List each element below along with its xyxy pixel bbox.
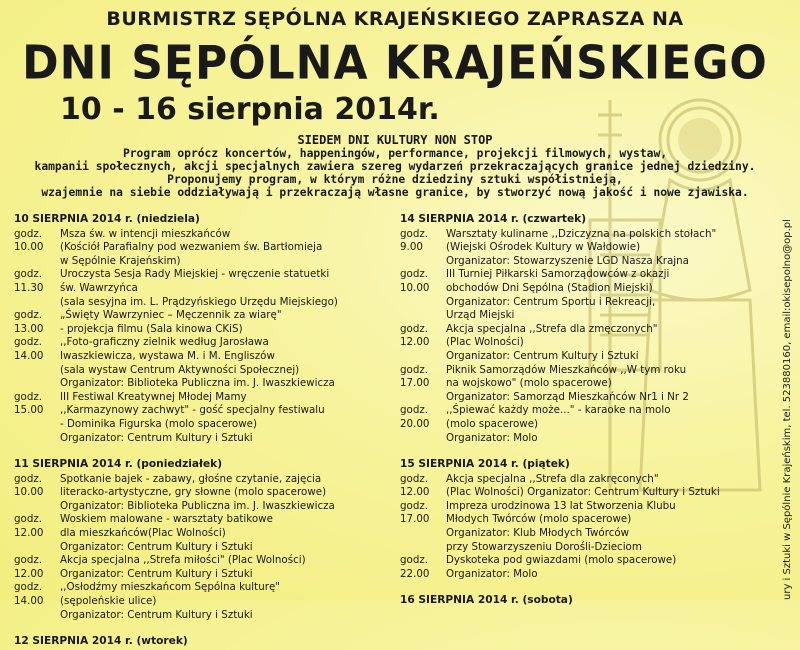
day-block <box>14 213 394 445</box>
event-line: Organizator: Biblioteka Publiczna im. J. Iwaszkiewicza <box>60 377 335 390</box>
event-line: ,,Śpiewać każdy może..." - karaoke na molo <box>446 404 671 417</box>
header-title: DNI SĘPÓLNA KRAJEŃSKIEGO <box>22 36 768 91</box>
event-description <box>446 228 770 269</box>
event-line: - Dominika Figurska (molo spacerowe) <box>60 417 257 430</box>
event-line: III Turniej Piłkarski Samorządowców z okazji <box>446 268 670 281</box>
event-time: godz. 10.00 <box>14 472 44 499</box>
event-line: Woskiem malowane - warsztaty batikowe <box>60 513 273 526</box>
event-item <box>14 554 394 581</box>
event-line: - projekcja filmu (Sala kinowa CKiS) <box>60 322 243 335</box>
event-line: Organizator: Molo <box>446 567 538 580</box>
event-line: Organizator: Molo <box>446 431 538 444</box>
event-item <box>400 364 770 405</box>
event-description <box>60 336 394 390</box>
day-spacer <box>14 622 394 635</box>
event-line: Akcja specjalna ,,Strefa miłości" (Plac Wolności) <box>60 554 306 567</box>
event-item <box>14 581 394 622</box>
day-title: 12 SIERPNIA 2014 r. (wtorek) <box>14 635 188 648</box>
event-item <box>14 473 394 514</box>
event-line: Iwaszkiewicza, wystawa M. i M. Engliszów <box>60 349 275 362</box>
day-block <box>14 458 394 622</box>
header-invitation: BURMISTRZ SĘPÓLNA KRAJEŃSKIEGO ZAPRASZA NA <box>106 8 684 30</box>
event-line: Piknik Samorządów Mieszkańców ,,W tym roku <box>446 363 687 376</box>
event-line: Msza św. w intencji mieszkańców <box>60 227 231 240</box>
event-line: (molo spacerowe) <box>446 417 539 430</box>
event-line: Urząd Miejski <box>446 309 515 322</box>
event-item <box>400 268 770 322</box>
day-title: 14 SIERPNIA 2014 r. (czwartek) <box>400 213 587 225</box>
event-item <box>14 336 394 390</box>
event-line: (sala sesyjna im. L. Prądzyńskiego Urzędu Miejskiego) <box>60 295 338 308</box>
event-time: godz. 12.00 <box>14 513 44 540</box>
event-time: godz. 11.30 <box>14 268 44 294</box>
event-item <box>400 404 770 445</box>
event-item <box>14 391 394 445</box>
event-line: na wojskowo" (molo spacerowe) <box>446 377 612 390</box>
event-time: godz. 12.00 <box>400 472 430 499</box>
event-item <box>400 323 770 364</box>
event-time: godz. 14.00 <box>14 336 44 362</box>
day-block <box>14 635 394 649</box>
intro-line: Program oprócz koncertów, happeningów, performance, projekcji filmowych, wystaw, <box>122 147 668 160</box>
event-description <box>60 513 394 554</box>
event-description <box>446 554 770 581</box>
event-line: Akcja specjalna ,,Strefa dla zakręconych" <box>446 472 659 485</box>
day-block <box>400 213 770 445</box>
program-right-column <box>400 213 770 609</box>
event-line: Akcja specjalna ,,Strefa dla zmęczonych" <box>446 322 658 335</box>
intro-headline: SIEDEM DNI KULTURY NON STOP <box>297 133 493 147</box>
event-line: (Plac Wolności) Organizator: Centrum Kultury i Sztuki <box>446 486 720 499</box>
event-line: ,,Foto-graficzny zielnik według Jarosława <box>60 336 269 349</box>
event-description <box>446 473 770 500</box>
event-time: godz. 14.00 <box>14 581 44 608</box>
event-time: godz. 17.00 <box>400 363 430 390</box>
event-description <box>446 268 770 322</box>
day-block <box>400 594 770 608</box>
event-line: ,,Karmazynowy zachwyt" - gość specjalny festiwalu <box>60 404 325 417</box>
day-title: 15 SIERPNIA 2014 r. (piątek) <box>400 458 570 471</box>
event-line: św. Wawrzyńca <box>60 281 138 294</box>
event-item <box>14 228 394 269</box>
event-item <box>14 513 394 554</box>
event-line: (Wiejski Ośrodek Kultury w Wałdowie) <box>446 241 641 254</box>
event-item <box>400 500 770 554</box>
event-item <box>400 228 770 269</box>
program-left-column <box>14 213 394 650</box>
event-line: Organizator: Samorząd Mieszkańców Nr1 i Nr 2 <box>446 390 689 403</box>
event-time: godz. 9.00 <box>400 227 429 254</box>
event-line: Organizator: Centrum Kultury i Sztuki <box>60 567 253 580</box>
event-description <box>446 364 770 405</box>
side-contact-strip <box>777 0 799 600</box>
day-block <box>400 458 770 581</box>
event-line: Organizator: Klub Młodych Twórców <box>446 527 630 540</box>
day-title: 10 SIERPNIA 2014 r. (niedziela) <box>14 213 200 225</box>
event-line: Młodych Twórców (molo spacerowe) <box>446 513 632 526</box>
event-description <box>60 554 394 581</box>
event-description <box>446 404 770 445</box>
event-line: „Święty Wawrzyniec – Męczennik za wiarę" <box>60 309 282 322</box>
event-line: przy Stowarzyszeniu Dorośli-Dzieciom <box>446 540 642 553</box>
event-time: godz. 13.00 <box>14 309 44 335</box>
event-line: Organizator: Centrum Kultury i Sztuki <box>60 540 253 553</box>
event-line: (sala wystaw Centrum Aktywności Społecznej) <box>60 363 300 376</box>
event-description <box>60 473 394 514</box>
event-description <box>60 228 394 269</box>
event-time: godz. 17.00 <box>400 499 430 526</box>
event-description <box>60 581 394 622</box>
day-spacer <box>14 445 394 458</box>
event-line: (Kościół Parafialny pod wezwaniem św. Bartłomieja <box>60 241 323 254</box>
event-line: Spotkanie bajek - zabawy, głośne czytanie, zajęcia <box>60 472 322 485</box>
intro-block <box>0 134 790 199</box>
event-line: Organizator: Biblioteka Publiczna im. J. Iwaszkiewicza <box>60 499 335 512</box>
event-description <box>446 500 770 554</box>
event-item <box>14 309 394 336</box>
event-line: ,,Osłodźmy mieszkańcom Sępólna kulturę" <box>60 581 281 594</box>
event-time: godz. 20.00 <box>400 404 430 430</box>
event-item <box>400 473 770 500</box>
intro-line: Proponujemy program, w którym różne dziedziny sztuki współistnieją, <box>167 173 623 186</box>
event-line: literacko-artystyczne, gry słowne (molo spacerowe) <box>60 486 327 499</box>
day-title: 16 SIERPNIA 2014 r. (sobota) <box>400 594 573 607</box>
intro-line: wzajemnie na siebie oddziaływają i przekraczają własne granice, by stworzyć nową jakość i nowe zjawiska. <box>41 186 749 199</box>
header-date: 10 - 16 sierpnia 2014r. <box>60 92 440 127</box>
event-time: godz. 22.00 <box>400 554 430 580</box>
event-line: obchodów Dni Sępólna (Stadion Miejski) <box>446 281 653 294</box>
side-contact-text: ury i Sztuki w Sępólnie Krajeńskim, tel. 523880160, email:okisepolno@op.pl <box>782 219 793 600</box>
event-time: godz. 12.00 <box>14 554 44 580</box>
event-line: Dyskoteka pod gwiazdami (molo spacerowe) <box>446 554 677 567</box>
event-description <box>60 268 394 309</box>
event-line: w Sępólnie Krajeńskim) <box>60 254 181 267</box>
event-time: godz. 15.00 <box>14 390 44 417</box>
intro-line: kampanii społecznych, akcji specjalnych zawiera szereg wydarzeń przekraczających granice jednej dziedziny. <box>34 160 756 173</box>
day-spacer <box>400 445 770 458</box>
day-title: 11 SIERPNIA 2014 r. (poniedziałek) <box>14 458 223 471</box>
event-line: III Festiwal Kreatywnej Młodej Mamy <box>60 390 247 403</box>
event-description <box>60 391 394 445</box>
event-line: Organizator: Stowarzyszenie LGD Nasza Krajna <box>446 254 689 267</box>
event-time: godz. 12.00 <box>400 322 430 349</box>
event-line: Uroczysta Sesja Rady Miejskiej - wręczenie statuetki <box>60 268 330 281</box>
event-line: Organizator: Centrum Sportu i Rekreacji, <box>446 295 656 308</box>
event-line: Warsztaty kulinarne ,,Dziczyzna na polskich stołach" <box>446 227 717 240</box>
event-line: dla mieszkańców(Plac Wolności) <box>60 527 226 540</box>
event-description <box>60 309 394 336</box>
day-spacer <box>400 581 770 594</box>
event-item <box>400 554 770 581</box>
event-line: Organizator: Centrum Kultury i Sztuki <box>446 349 639 362</box>
event-item <box>14 268 394 309</box>
event-time: godz. 10.00 <box>400 268 430 294</box>
event-line: Organizator: Centrum Kultury i Sztuki <box>60 431 253 444</box>
event-line: (sępoleńskie ulice) <box>60 595 157 608</box>
event-line: Organizator: Centrum Kultury i Sztuki <box>60 608 253 621</box>
event-line: Impreza urodzinowa 13 lat Stworzenia Klubu <box>446 499 676 512</box>
event-line: (Plac Wolności) <box>446 336 524 349</box>
event-time: godz. 10.00 <box>14 227 44 254</box>
event-description <box>446 323 770 364</box>
